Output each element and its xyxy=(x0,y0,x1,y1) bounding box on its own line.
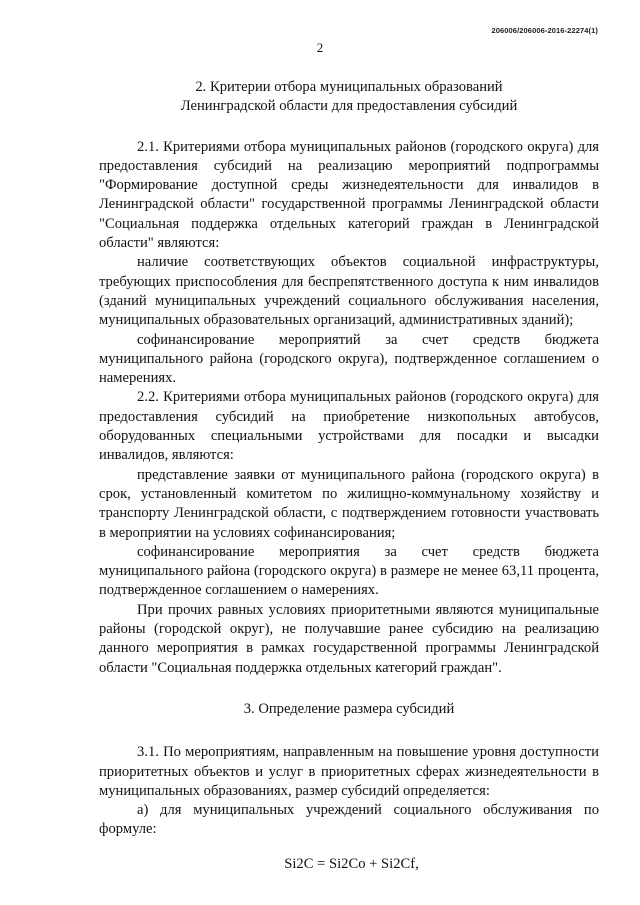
section-2-heading-line-1: 2. Критерии отбора муниципальных образований xyxy=(195,79,503,95)
paragraph-2-2: 2.2. Критериями отбора муниципальных районов (городского округа) для предоставления субсидий на приобретение низкопольных автобусов, оборудованных специальными устройствами для посадки и высадки инвалидов, являются: xyxy=(99,389,599,464)
document-id: 206006/206006-2016-22274(1) xyxy=(491,26,598,35)
paragraph-2-1: 2.1. Критериями отбора муниципальных районов (городского округа) для предоставления субсидий на реализацию мероприятий подпрограммы "Формирование доступной среды жизнедеятельности для инвалидов в Ленинградской области" государственной программы Ленинградской области "Социальная поддержка отдельных категорий граждан в Ленинградской области" являются: xyxy=(99,138,599,252)
section-2-heading-line-2: Ленинградской области для предоставления субсидий xyxy=(180,98,518,115)
paragraph-3-1: 3.1. По мероприятиям, направленным на повышение уровня доступности приоритетных объектов и услуг в приоритетных сферах жизнедеятельности в муниципальных образованиях, размер субсидий определяется: xyxy=(99,744,599,799)
formula: Si2C = Si2Co + Si2Cf, xyxy=(284,855,419,872)
paragraph-2-2-criterion-1: представление заявки от муниципального района (городского округа) в срок, установленный комитетом по жилищно-коммунальному хозяйству и транспорту Ленинградской области, с подтверждением готовности участвовать в мероприятии на условиях софинансирования; xyxy=(99,466,599,541)
paragraph-3-1-a: а) для муниципальных учреждений социального обслуживания по формуле: xyxy=(99,802,599,838)
paragraph-2-2-criterion-2: софинансирование мероприятия за счет средств бюджета муниципального района (городского округа) в размере не менее 63,11 процента, подтвержденное соглашением о намерениях. xyxy=(99,543,599,599)
document-body xyxy=(99,78,599,889)
paragraph-2-1-criterion-2: софинансирование мероприятий за счет средств бюджета муниципального района (городского округа), подтвержденное соглашением о намерениях. xyxy=(99,331,599,387)
paragraph-priority: При прочих равных условиях приоритетными являются муниципальные районы (городской округ), не получавшие ранее субсидию на реализацию данного мероприятия в рамках государственной программы Ленинградской области "Социальная поддержка отдельных категорий граждан". xyxy=(99,601,599,676)
page-number: 2 xyxy=(316,40,324,55)
paragraph-2-1-criterion-1: наличие соответствующих объектов социальной инфраструктуры, требующих приспособления для беспрепятственного доступа к ним инвалидов (зданий муниципальных учреждений социального обслуживания населения, муниципальных образовательных организаций, административных зданий); xyxy=(99,254,599,329)
section-3-heading: 3. Определение размера субсидий xyxy=(243,700,455,717)
